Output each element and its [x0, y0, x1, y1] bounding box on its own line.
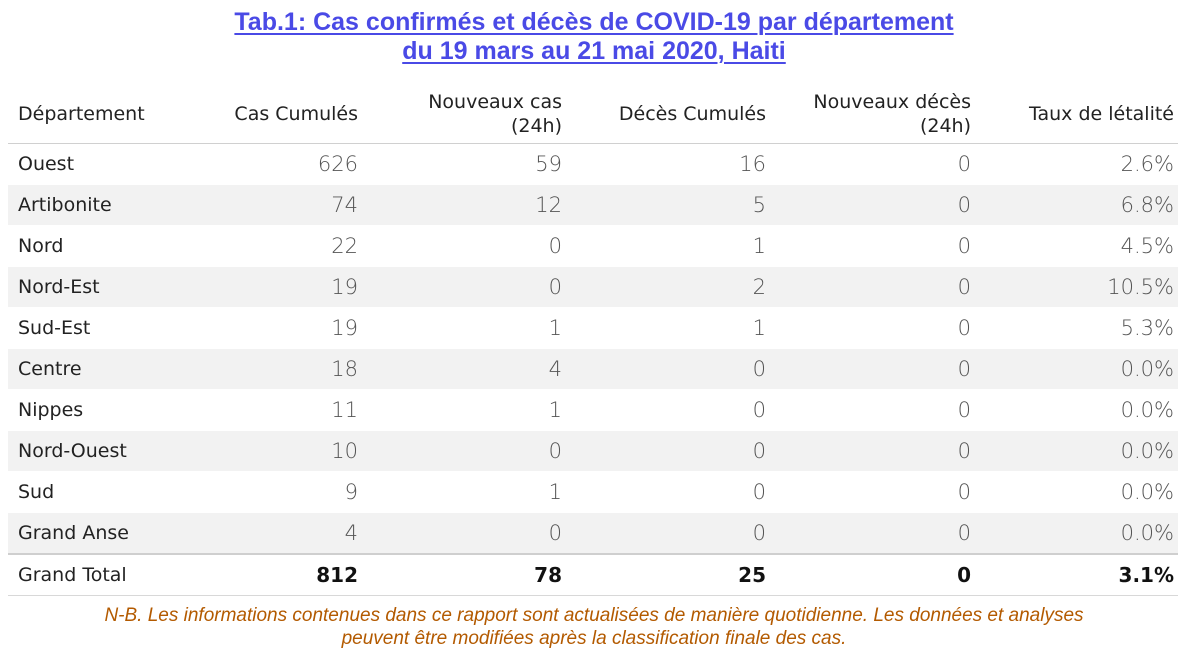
row-cas-cumules: 626: [198, 144, 362, 185]
row-taux-letalite: 0.0%: [975, 390, 1178, 431]
row-departement: Sud: [8, 472, 198, 513]
row-nouveaux-cas: 0: [362, 226, 566, 267]
row-nouveaux-deces: 0: [770, 226, 975, 267]
total-label: Grand Total: [8, 554, 198, 596]
row-nouveaux-cas: 0: [362, 431, 566, 472]
row-deces-cumules: 16: [566, 144, 770, 185]
row-cas-cumules: 18: [198, 349, 362, 390]
table-row: [8, 267, 1178, 308]
table-row: [8, 431, 1178, 472]
row-deces-cumules: 0: [566, 431, 770, 472]
row-nouveaux-deces: 0: [770, 390, 975, 431]
total-taux-letalite: 3.1%: [975, 554, 1178, 596]
row-departement: Nord-Ouest: [8, 431, 198, 472]
row-nouveaux-deces: 0: [770, 308, 975, 349]
footnote-line-1: N-B. Les informations contenues dans ce rapport sont actualisées de manière quotidienne. Les données et analyses: [104, 605, 1084, 626]
row-departement: Nippes: [8, 390, 198, 431]
table-title: [0, 8, 1188, 66]
row-cas-cumules: 19: [198, 267, 362, 308]
table-row: [8, 390, 1178, 431]
table-row: [8, 513, 1178, 555]
row-cas-cumules: 22: [198, 226, 362, 267]
table-row: [8, 185, 1178, 226]
row-taux-letalite: 5.3%: [975, 308, 1178, 349]
header-nouveaux-deces: Nouveaux décès (24h): [770, 84, 975, 144]
table-body: [8, 144, 1178, 555]
row-taux-letalite: 2.6%: [975, 144, 1178, 185]
row-cas-cumules: 11: [198, 390, 362, 431]
row-nouveaux-deces: 0: [770, 472, 975, 513]
row-deces-cumules: 0: [566, 349, 770, 390]
row-deces-cumules: 2: [566, 267, 770, 308]
row-cas-cumules: 9: [198, 472, 362, 513]
row-taux-letalite: 0.0%: [975, 349, 1178, 390]
total-row: [8, 554, 1178, 596]
title-line-2-text: du 19 mars au 21 mai 2020, Haiti: [402, 37, 786, 65]
table-row: [8, 349, 1178, 390]
row-departement: Nord-Est: [8, 267, 198, 308]
row-nouveaux-cas: 59: [362, 144, 566, 185]
row-nouveaux-cas: 4: [362, 349, 566, 390]
table-row: [8, 472, 1178, 513]
row-deces-cumules: 0: [566, 472, 770, 513]
row-nouveaux-cas: 1: [362, 308, 566, 349]
total-nouveaux-deces: 0: [770, 554, 975, 596]
row-deces-cumules: 5: [566, 185, 770, 226]
row-departement: Centre: [8, 349, 198, 390]
covid-department-table: [8, 84, 1178, 596]
row-deces-cumules: 0: [566, 390, 770, 431]
row-nouveaux-deces: 0: [770, 185, 975, 226]
row-taux-letalite: 0.0%: [975, 472, 1178, 513]
header-deces-cumules: Décès Cumulés: [566, 84, 770, 144]
row-taux-letalite: 6.8%: [975, 185, 1178, 226]
row-taux-letalite: 4.5%: [975, 226, 1178, 267]
row-departement: Sud-Est: [8, 308, 198, 349]
footnote: [20, 604, 1168, 650]
total-deces-cumules: 25: [566, 554, 770, 596]
row-departement: Artibonite: [8, 185, 198, 226]
table-header: [8, 84, 1178, 144]
title-line-1: [0, 8, 1188, 37]
row-cas-cumules: 4: [198, 513, 362, 555]
row-nouveaux-deces: 0: [770, 144, 975, 185]
header-nouveaux-cas: Nouveaux cas (24h): [362, 84, 566, 144]
row-nouveaux-deces: 0: [770, 267, 975, 308]
row-nouveaux-deces: 0: [770, 349, 975, 390]
header-cas-cumules: Cas Cumulés: [198, 84, 362, 144]
row-taux-letalite: 10.5%: [975, 267, 1178, 308]
row-nouveaux-deces: 0: [770, 431, 975, 472]
row-departement: Ouest: [8, 144, 198, 185]
row-cas-cumules: 74: [198, 185, 362, 226]
row-cas-cumules: 10: [198, 431, 362, 472]
row-departement: Nord: [8, 226, 198, 267]
header-row: [8, 84, 1178, 144]
row-nouveaux-cas: 1: [362, 390, 566, 431]
row-taux-letalite: 0.0%: [975, 431, 1178, 472]
row-nouveaux-cas: 0: [362, 513, 566, 555]
row-nouveaux-deces: 0: [770, 513, 975, 555]
table-row: [8, 226, 1178, 267]
row-deces-cumules: 1: [566, 308, 770, 349]
row-nouveaux-cas: 1: [362, 472, 566, 513]
table-row: [8, 308, 1178, 349]
row-departement: Grand Anse: [8, 513, 198, 555]
table-footer: [8, 554, 1178, 596]
title-line-2: [0, 37, 1188, 66]
row-taux-letalite: 0.0%: [975, 513, 1178, 555]
total-cas-cumules: 812: [198, 554, 362, 596]
footnote-line-2: peuvent être modifiées après la classification finale des cas.: [341, 628, 847, 649]
header-departement: Département: [8, 84, 198, 144]
row-deces-cumules: 0: [566, 513, 770, 555]
total-nouveaux-cas: 78: [362, 554, 566, 596]
row-nouveaux-cas: 0: [362, 267, 566, 308]
row-deces-cumules: 1: [566, 226, 770, 267]
row-cas-cumules: 19: [198, 308, 362, 349]
title-line-1-text: Tab.1: Cas confirmés et décès de COVID-19 par département: [234, 8, 954, 36]
row-nouveaux-cas: 12: [362, 185, 566, 226]
header-taux-letalite: Taux de létalité: [975, 84, 1178, 144]
table-row: [8, 144, 1178, 185]
